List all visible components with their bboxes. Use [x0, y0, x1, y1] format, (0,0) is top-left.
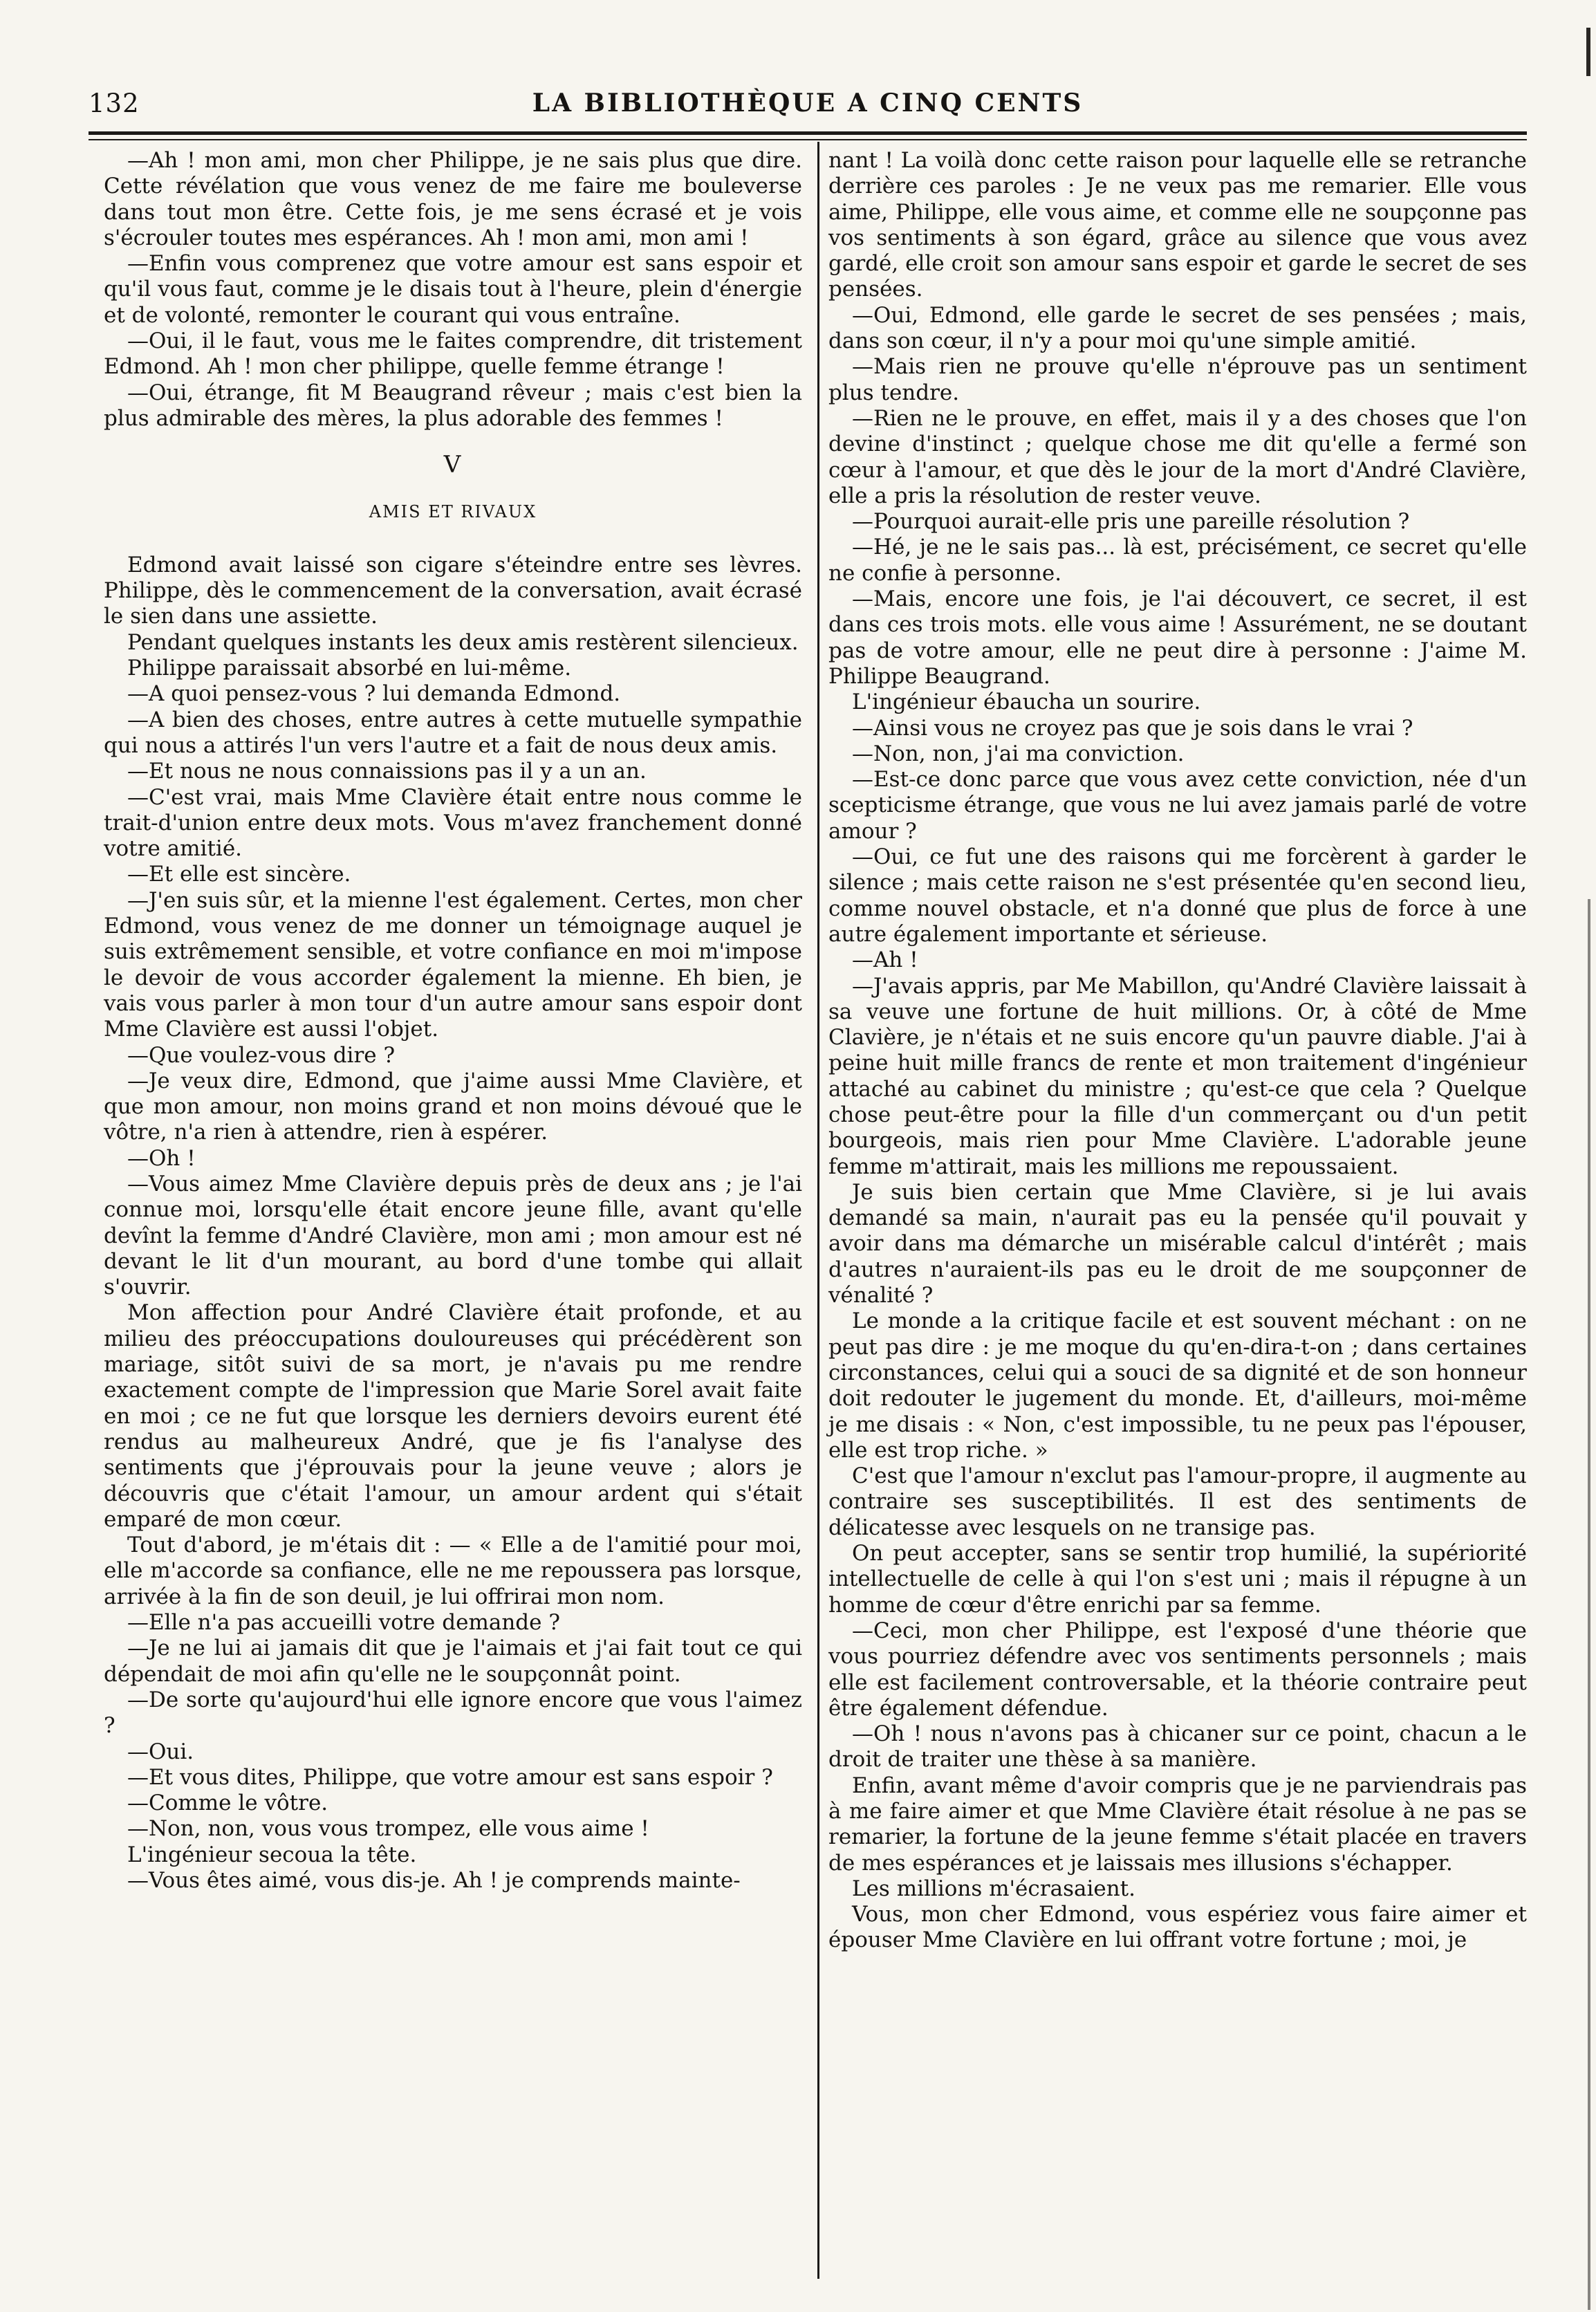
left-column [104, 148, 802, 1894]
paragraph: —Ah ! [852, 947, 918, 973]
paragraph: L'ingénieur ébaucha un sourire. [852, 690, 1201, 715]
paragraph: —Oui, il le faut, vous me le faites comprendre, dit tristement Edmond. Ah ! mon cher philippe, quelle femme étrange ! [104, 329, 802, 380]
paragraph: —Je ne lui ai jamais dit que je l'aimais et j'ai fait tout ce qui dépendait de moi afin qu'elle ne le soupçonnât point. [104, 1636, 802, 1687]
paragraph: —Oui. [127, 1739, 194, 1764]
paragraph: —Oh ! nous n'avons pas à chicaner sur ce point, chacun a le droit de traiter une thèse à sa manière. [828, 1721, 1527, 1773]
paragraph: —J'en suis sûr, et la mienne l'est également. Certes, mon cher Edmond, vous venez de me donner un témoignage auquel je suis extrêmement sensible, et votre confiance en moi m'impose le devoir de vous accorder également la mienne. Eh bien, je vais vous parler à mon tour d'un autre amour sans espoir dont Mme Clavière est aussi l'objet. [104, 887, 802, 1042]
paragraph: Mon affection pour André Clavière était profonde, et au milieu des préoccupations douloureuses qui précédèrent son mariage, sitôt suivi de sa mort, je n'avais pu me rendre exactement compte de l'impression que Marie Sorel avait faite en moi ; ce ne fut que lorsque les derniers devoirs eurent été rendus au malheureux André, que je fis l'analyse des sentiments que j'éprouvais pour la jeune veuve ; alors je découvris que c'était l'amour, un amour ardent qui s'était emparé de mon cœur. [104, 1300, 802, 1532]
paragraph: —Oui, Edmond, elle garde le secret de ses pensées ; mais, dans son cœur, il n'y a pour moi qu'une simple amitié. [828, 302, 1527, 354]
paragraph: —Et vous dites, Philippe, que votre amour est sans espoir ? [127, 1764, 773, 1790]
paragraph: —Hé, je ne le sais pas... là est, précisément, ce secret qu'elle ne confie à personne. [828, 535, 1527, 586]
paragraph: —Ceci, mon cher Philippe, est l'exposé d'une théorie que vous pourriez défendre avec vos sentiments personnels ; mais elle est facilement controversable, et la théorie contraire peut être également défendue. [828, 1618, 1527, 1721]
paragraph: —Et nous ne nous connaissions pas il y a un an. [127, 759, 647, 784]
paragraph: —Ah ! mon ami, mon cher Philippe, je ne sais plus que dire. Cette révélation que vous venez de me faire me bouleverse dans tout mon être. Cette fois, je me sens écrasé et je vois s'écrouler toutes mes espérances. Ah ! mon ami, mon ami ! [104, 148, 802, 250]
section-number: V [443, 451, 463, 479]
paragraph: C'est que l'amour n'exclut pas l'amour-propre, il augmente au contraire ses susceptibilités. Il est des sentiments de délicatesse avec lesquels on ne transige pas. [828, 1463, 1527, 1540]
page-edge-mark [1586, 28, 1590, 76]
column-separator [817, 142, 819, 2279]
paragraph: —C'est vrai, mais Mme Clavière était entre nous comme le trait-d'union entre deux mots. Vous m'avez franchement donné votre amitié. [104, 784, 802, 862]
paragraph: —Pourquoi aurait-elle pris une pareille résolution ? [852, 509, 1410, 535]
paragraph: Enfin, avant même d'avoir compris que je ne parviendrais pas à me faire aimer et que Mme Clavière était résolue à ne pas se remarier, la fortune de la jeune femme s'était placée en travers de mes espérances et je laissais mes illusions s'échapper. [828, 1773, 1527, 1876]
paragraph: Edmond avait laissé son cigare s'éteindre entre ses lèvres. Philippe, dès le commencement de la conversation, avait écrasé le sien dans une assiette. [104, 552, 802, 629]
paragraph: Pendant quelques instants les deux amis restèrent silencieux. [127, 629, 799, 655]
header-rule-thin [89, 139, 1527, 140]
header-rule-thick [89, 131, 1527, 135]
paragraph: Le monde a la critique facile et est souvent méchant : on ne peut pas dire : je me moque du qu'en-dira-t-on ; dans certaines circonstances, celui qui a souci de sa dignité et de son honneur doit redouter le jugement du monde. Et, d'ailleurs, moi-même je me disais : « Non, c'est impossible, tu ne peux pas l'épouser, elle est trop riche. » [828, 1308, 1527, 1463]
paragraph-continuation: nant ! La voilà donc cette raison pour laquelle elle se retranche derrière ces paroles : Je ne veux pas me remarier. Elle vous aime, Philippe, elle vous aime, et comme elle ne soupçonne pas vos sentiments à son égard, grâce au silence que vous avez gardé, elle croit son amour sans espoir et garde le secret de ses pensées. [828, 148, 1527, 302]
paragraph: Les millions m'écrasaient. [852, 1876, 1135, 1901]
paragraph: —Rien ne le prouve, en effet, mais il y a des choses que l'on devine d'instinct ; quelque chose me dit qu'elle a fermé son cœur à l'amour, et que dès le jour de la mort d'André Clavière, elle a pris la résolution de rester veuve. [828, 405, 1527, 508]
paragraph: —Oh ! [127, 1145, 196, 1171]
section-title: AMIS ET RIVAUX [369, 501, 537, 521]
paragraph: Philippe paraissait absorbé en lui-même. [127, 656, 572, 681]
paragraph: —A bien des choses, entre autres à cette mutuelle sympathie qui nous a attirés l'un vers l'autre et a fait de nous deux amis. [104, 707, 802, 758]
paragraph: —Mais, encore une fois, je l'ai découvert, ce secret, il est dans ces trois mots. elle vous aime ! Assurément, ne se doutant pas de votre amour, elle ne peut dire à personne : J'aime M. Philippe Beaugrand. [828, 586, 1527, 689]
paragraph: —Elle n'a pas accueilli votre demande ? [127, 1610, 560, 1636]
paragraph: —Que voulez-vous dire ? [127, 1042, 396, 1068]
paragraph: Je suis bien certain que Mme Clavière, si je lui avais demandé sa main, n'aurait pas eu la pensée qu'il pouvait y avoir dans ma démarche un misérable calcul d'intérêt ; mais d'autres n'auraient-ils pas eu le droit de me soupçonner de vénalité ? [828, 1179, 1527, 1308]
paragraph: —Vous êtes aimé, vous dis-je. Ah ! je comprends mainte- [127, 1868, 741, 1893]
paragraph: Tout d'abord, je m'étais dit : — « Elle a de l'amitié pour moi, elle m'accorde sa confiance, elle ne me repoussera pas lorsque, arrivée à la fin de son deuil, je lui offrirai mon nom. [104, 1533, 802, 1609]
paragraph: L'ingénieur secoua la tête. [127, 1842, 417, 1867]
paragraph: —Non, non, j'ai ma conviction. [852, 741, 1185, 766]
paragraph: —De sorte qu'aujourd'hui elle ignore encore que vous l'aimez ? [104, 1687, 802, 1739]
paragraph: —A quoi pensez-vous ? lui demanda Edmond. [127, 681, 621, 707]
paragraph: —Vous aimez Mme Clavière depuis près de deux ans ; je l'ai connue moi, lorsqu'elle était encore jeune fille, avant qu'elle devînt la femme d'André Clavière, mon ami ; mon amour est né devant le lit d'un mourant, au bord d'une tombe qui allait s'ouvrir. [104, 1171, 802, 1300]
paragraph: —Oui, étrange, fit M Beaugrand rêveur ; mais c'est bien la plus admirable des mères, la plus adorable des femmes ! [104, 380, 802, 431]
paragraph: —Est-ce donc parce que vous avez cette conviction, née d'un scepticisme étrange, que vous ne lui avez jamais parlé de votre amour ? [828, 767, 1527, 844]
paragraph: —Et elle est sincère. [127, 862, 351, 887]
paragraph: On peut accepter, sans se sentir trop humilié, la supériorité intellectuelle de celle à qui l'on s'est uni ; mais il répugne à un homme de cœur d'être enrichi par sa femme. [828, 1541, 1527, 1618]
page-header [89, 89, 1527, 130]
paragraph: —Comme le vôtre. [127, 1791, 328, 1816]
paragraph: —Mais rien ne prouve qu'elle n'éprouve pas un sentiment plus tendre. [828, 354, 1527, 405]
page-number: 132 [89, 89, 140, 118]
paragraph: —Oui, ce fut une des raisons qui me forcèrent à garder le silence ; mais cette raison ne s'est présentée qu'en second lieu, comme nouvel obstacle, et n'a donné que plus de force à une autre également importante et sérieuse. [828, 844, 1527, 947]
paragraph: —J'avais appris, par Me Mabillon, qu'André Clavière laissait à sa veuve une fortune de huit millions. Or, à côté de Mme Clavière, je n'étais et ne suis encore qu'un pauvre diable. J'ai à peine huit mille francs de rente et mon traitement d'ingénieur attaché au cabinet du ministre ; qu'est-ce que cela ? Quelque chose peut-être pour la fille d'un commerçant ou d'un petit bourgeois, mais rien pour Mme Clavière. L'adorable jeune femme m'attirait, mais les millions me repoussaient. [828, 973, 1527, 1179]
right-column [828, 148, 1527, 1954]
running-title: LA BIBLIOTHÈQUE A CINQ CENTS [532, 89, 1084, 118]
paragraph: —Je veux dire, Edmond, que j'aime aussi Mme Clavière, et que mon amour, non moins grand et non moins dévoué que le vôtre, n'a rien à attendre, rien à espérer. [104, 1068, 802, 1145]
page-edge-shadow [1588, 899, 1590, 2310]
paragraph: —Enfin vous comprenez que votre amour est sans espoir et qu'il vous faut, comme je le disais tout à l'heure, plein d'énergie et de volonté, remonter le courant qui vous entraîne. [104, 251, 802, 328]
paragraph: —Non, non, vous vous trompez, elle vous aime ! [127, 1816, 649, 1842]
paragraph: Vous, mon cher Edmond, vous espériez vous faire aimer et épouser Mme Clavière en lui offrant votre fortune ; moi, je [828, 1902, 1527, 1953]
paragraph: —Ainsi vous ne croyez pas que je sois dans le vrai ? [852, 715, 1413, 741]
